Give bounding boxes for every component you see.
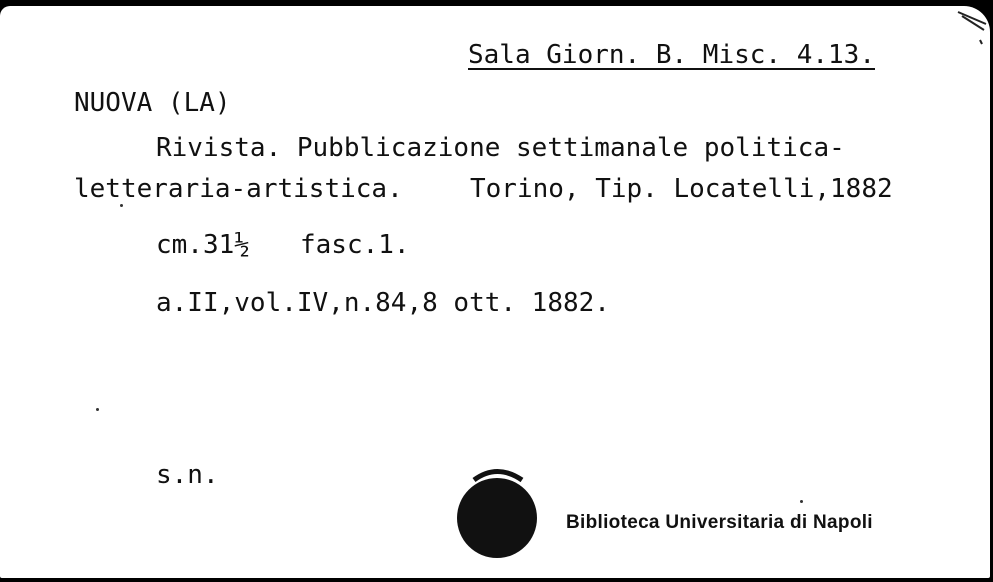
card-heading: NUOVA (LA) bbox=[74, 88, 231, 118]
issue-text: a.II,vol.IV,n.84,8 ott. 1882. bbox=[156, 288, 610, 318]
note-text: s.n. bbox=[156, 460, 219, 490]
size-text: cm.31½ bbox=[156, 230, 250, 260]
ink-speck bbox=[800, 500, 803, 503]
ink-speck bbox=[120, 204, 123, 207]
description-line-2a: letteraria-artistica. bbox=[74, 174, 403, 204]
publication-place: Torino, Tip. Locatelli,1882 bbox=[470, 174, 893, 204]
library-name: Biblioteca Universitaria di Napoli bbox=[566, 512, 873, 533]
fascicles-text: fasc.1. bbox=[300, 230, 410, 260]
shelfmark: Sala Giorn. B. Misc. 4.13. bbox=[468, 40, 875, 70]
ink-speck bbox=[96, 408, 99, 411]
catalog-card bbox=[0, 6, 990, 578]
corner-scratch-icon bbox=[950, 6, 990, 66]
description-line-1: Rivista. Pubblicazione settimanale politica- bbox=[156, 133, 845, 163]
library-seal-icon bbox=[452, 458, 542, 558]
